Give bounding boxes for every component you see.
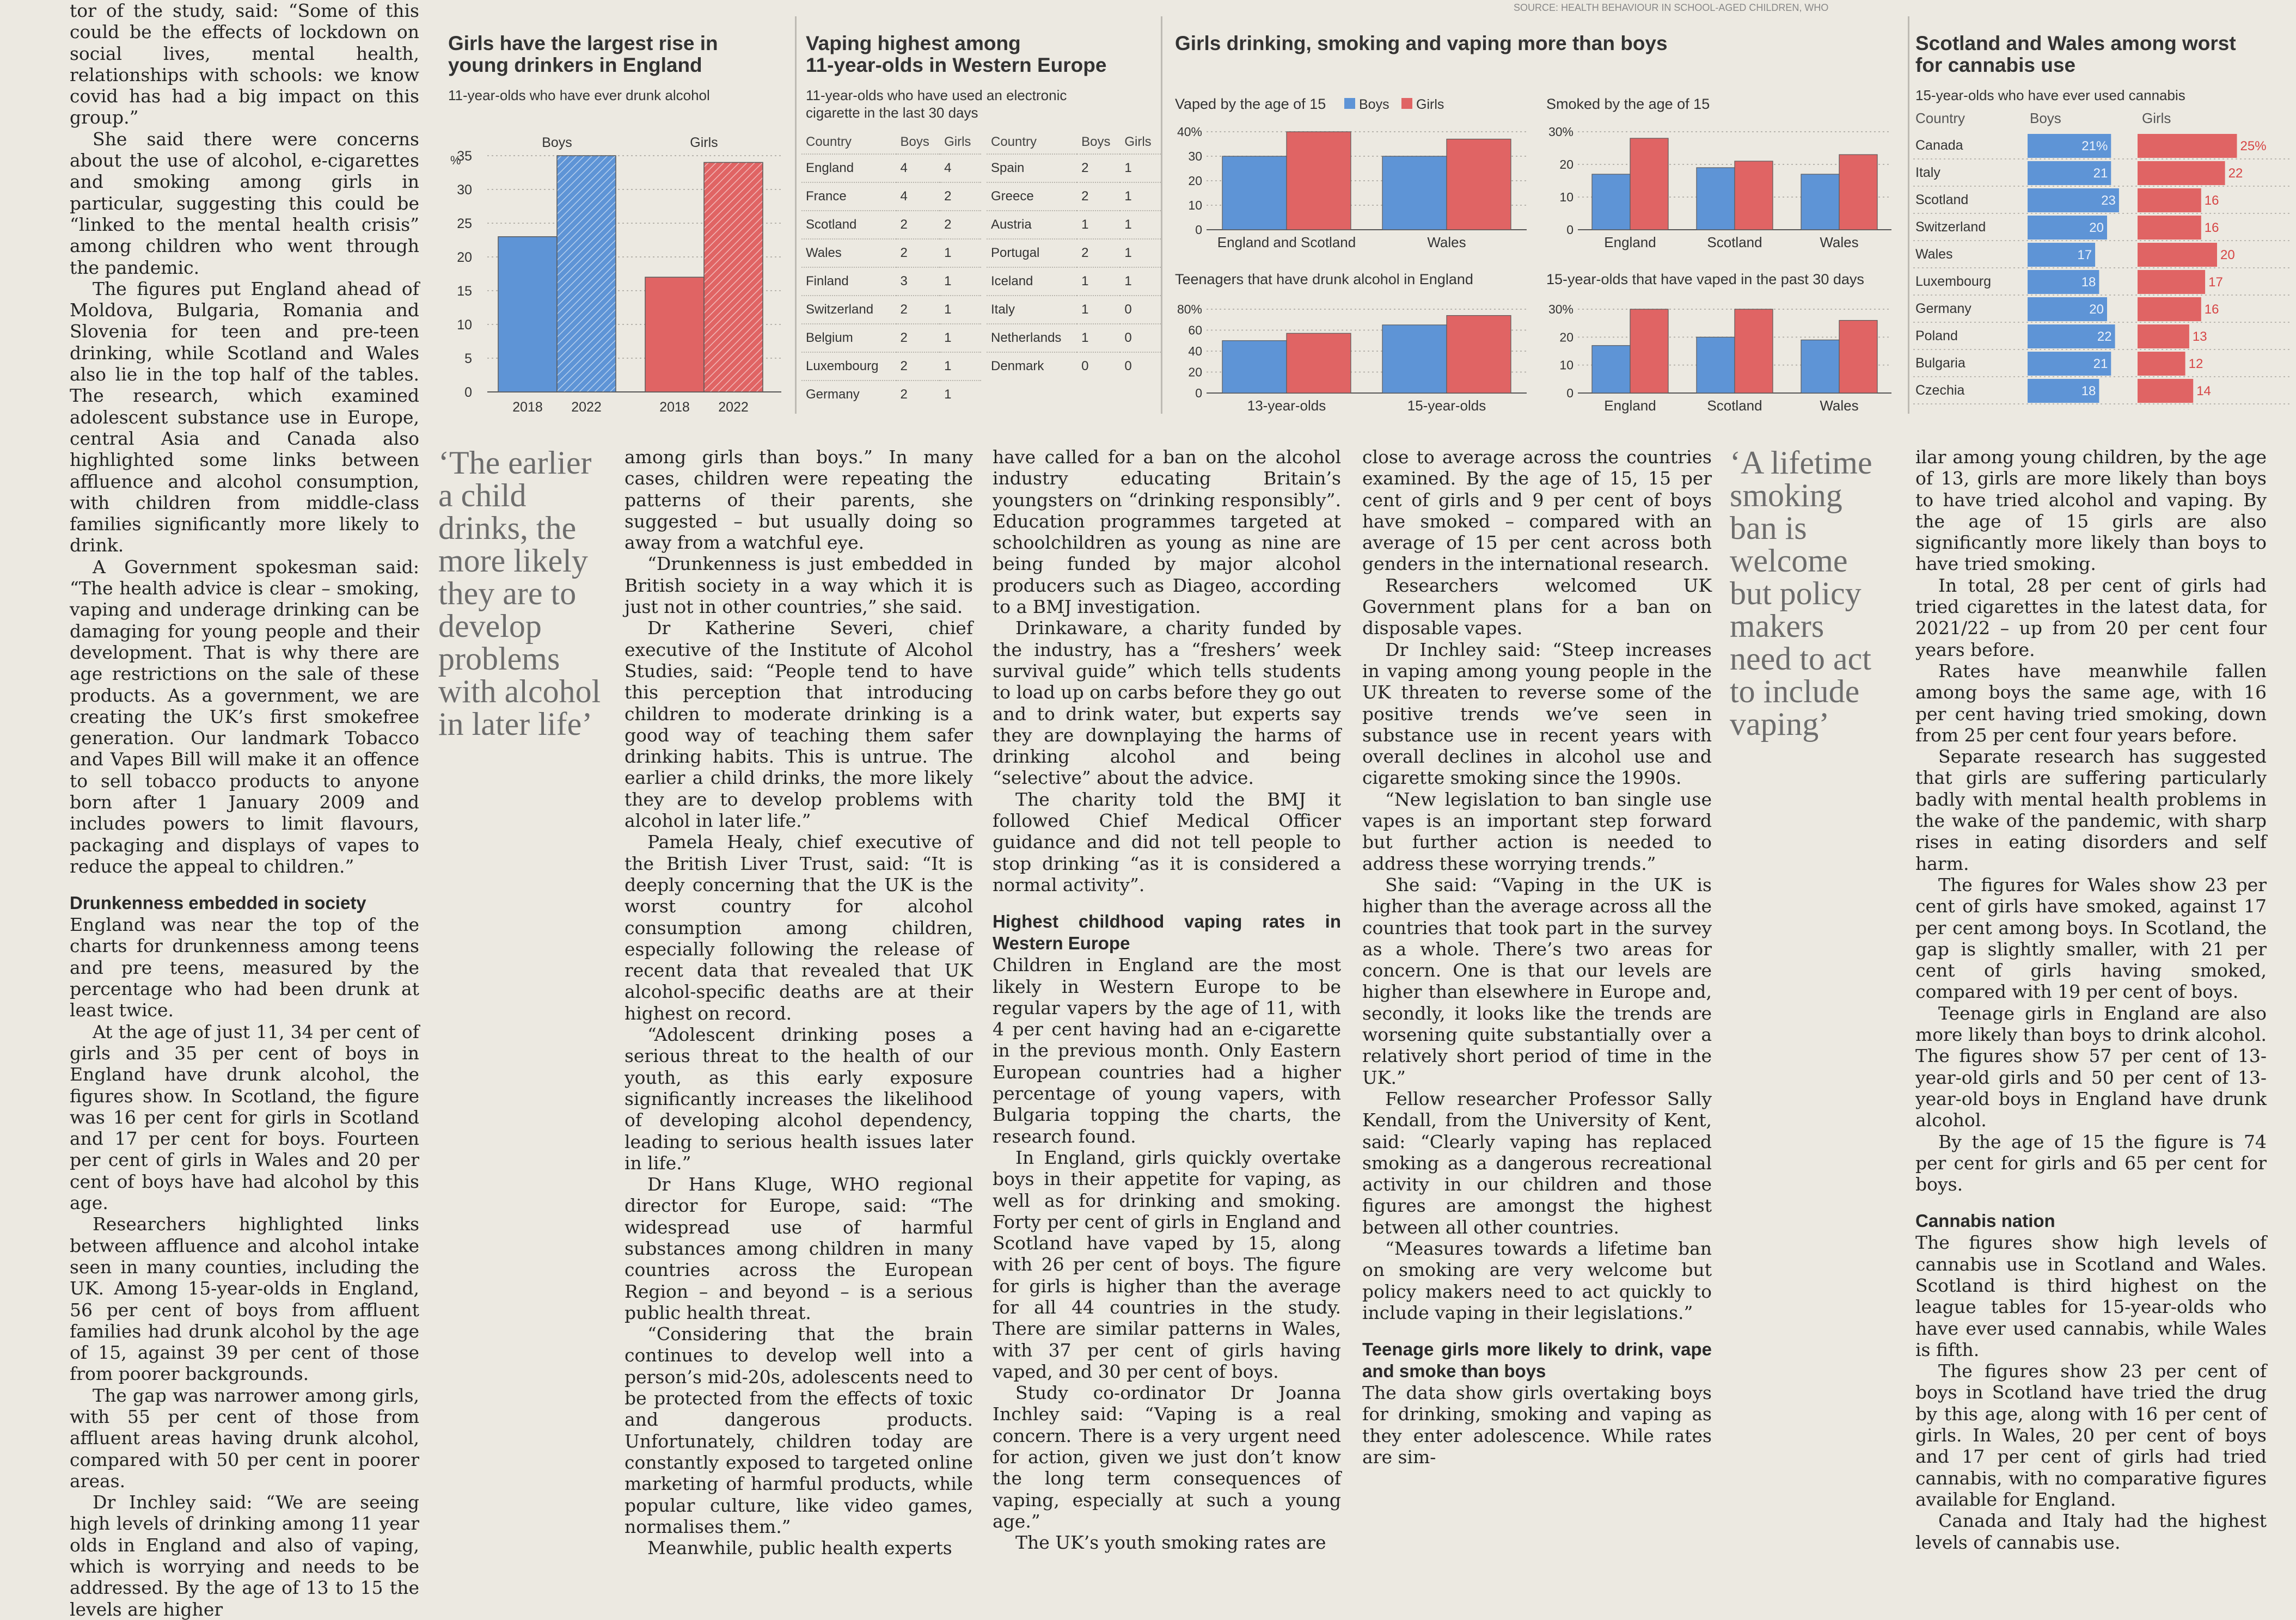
x-tick-label: Scotland [1707, 234, 1762, 250]
chart-cannabis [1909, 131, 2296, 414]
col-country: Country [806, 134, 852, 149]
panel1-title-line1: Girls have the largest rise in [448, 32, 718, 54]
bar-girls-luxembourg [2138, 270, 2205, 294]
quote2-line9: vaping’ [1730, 706, 1830, 742]
girls-cell: 2 [940, 182, 981, 211]
article-col-3 [993, 446, 1341, 1554]
col4-p2: Researchers welcomed UK Government plans for a ban on disposable vapes. [1362, 574, 1712, 639]
x-tick-label: England [1604, 234, 1656, 250]
boys-cell: 2 [896, 352, 940, 381]
panel3-title: Girls drinking, smoking and vaping more than boys [1175, 32, 1668, 54]
bar-girls-bulgaria [2138, 352, 2185, 376]
country-label: Canada [1915, 138, 1963, 153]
bar-boys-13-year-olds [1222, 341, 1287, 393]
boys-cell: 3 [896, 267, 940, 296]
girls-cell: 1 [1120, 267, 1161, 296]
col2-p4: Pamela Healy, chief executive of the British Liver Trust, said: “It is deeply concerning that the UK is the worst country for alcohol consumption among children, especially following the release of recent data that revealed that UK alcohol-specific deaths are at their highest on record. [624, 831, 973, 1024]
vaping-row [801, 267, 981, 296]
chart-title: Smoked by the age of 15 [1546, 96, 1710, 112]
col2-p6: Dr Hans Kluge, WHO regional director for Europe, said: “The widespread use of harmful substances among children in many countries across the European Region – and beyond – is a serious public health threat. [624, 1174, 973, 1323]
y-tick-label: 25 [457, 216, 472, 231]
bar-girls-england [1630, 138, 1668, 230]
girls-cell: 1 [1120, 154, 1161, 182]
col3-subheading: Highest childhood vaping rates in Western Europe [993, 911, 1341, 954]
x-tick-label: 2022 [718, 400, 749, 414]
col3-p5: In England, girls quickly overtake boys in their appetite for vaping, as well as for drinking and smoking. Forty per cent of girls in England and Scotland have vaped by 15, along with 26 per cent of boys. The figure for girls is higher than the average for all 44 countries in the study. There are similar patterns in Wales, with 37 per cent of girls having vaped, and 30 per cent of boys. [993, 1146, 1341, 1382]
group-label: Girls [690, 135, 718, 150]
col4-p3: Dr Inchley said: “Steep increases in vaping among young people in the UK threaten to reverse some of the positive trends we’ve seen in substance use in recent years with overall declines in alcohol use and cigarette smoking since the 1990s. [1362, 639, 1712, 789]
group-label: Boys [542, 135, 572, 150]
girls-cell: 1 [1120, 211, 1161, 239]
bar-boys-15-year-olds [1382, 325, 1447, 393]
bar-girls-switzerland [2138, 216, 2201, 240]
y-tick-label: 10 [1559, 358, 1573, 372]
bar-label-girls: 16 [2204, 302, 2219, 317]
girls-cell: 4 [940, 154, 981, 182]
col6-p3: Rates have meanwhile fallen among boys the same age, with 16 per cent having tried smoking, down from 25 per cent four years before. [1915, 660, 2267, 746]
bar-boys-2018 [498, 237, 557, 392]
panel4-col-country: Country [1915, 110, 1966, 126]
boys-cell: 1 [1077, 267, 1120, 296]
col1-subheading: Drunkenness embedded in society [70, 893, 366, 913]
col4-p8: The data show girls overtaking boys for drinking, smoking and vaping as they enter adolescence. While rates are sim- [1362, 1382, 1712, 1468]
vaping-table-right [987, 131, 1161, 380]
chart-title: 15-year-olds that have vaped in the past 30 days [1546, 271, 1864, 287]
article-col-6 [1915, 446, 2267, 1553]
y-tick-label: 0 [1195, 386, 1202, 400]
y-tick-label: 10 [1559, 190, 1573, 204]
panel4-subtitle: 15-year-olds who have ever used cannabis [1915, 87, 2185, 103]
vaping-row [801, 239, 981, 267]
col6-p5: The figures for Wales show 23 per cent of girls have smoked, against 17 per cent among boys. In Scotland, the gap is slightly smaller, with 21 per cent of girls having smoked, compared with 19 per cent of boys. [1915, 874, 2267, 1003]
col1-p4: A Government spokesman said: “The health advice is clear – smoking, vaping and underage drinking can be damaging for young people and their development. That is why there are age restrictions on the sale of these products. As a government, we are creating the UK’s first smokefree generation. Our landmark Tobacco and Vapes Bill will make it an offence to sell tobacco products to anyone born after 1 January 2009 and includes powers to limit flavours, packaging and displays of vapes to reduce the appeal to children.” [70, 556, 419, 877]
country-cell: Austria [987, 211, 1077, 239]
y-tick-label: 5 [464, 351, 472, 366]
col-boys: Boys [1081, 134, 1111, 149]
bar-boys-wales [1801, 340, 1839, 393]
x-tick-label: 2018 [659, 400, 690, 414]
col3-p7: The UK’s youth smoking rates are [1015, 1532, 1326, 1554]
bar-label-girls: 20 [2220, 248, 2235, 262]
article-col-2 [624, 446, 973, 1558]
vaping-row [801, 352, 981, 381]
bar-label-boys: 18 [2081, 384, 2096, 398]
article-col-4 [1362, 446, 1712, 1468]
col2-p1: among girls than boys.” In many cases, children were repeating the patterns of their parents, she suggested – but usually doing so away from a watchful eye. [624, 446, 973, 554]
country-cell: Portugal [987, 239, 1077, 267]
bar-girls-wales [1839, 155, 1877, 230]
col1-p1: tor of the study, said: “Some of this could be the effects of lockdown on social lives, mental health, relationships with schools: we know covid has had a big impact on this group.” [70, 0, 419, 128]
bar-girls-scotland [1735, 309, 1773, 393]
quote1-line6: develop [438, 608, 542, 644]
quote1-line7: problems [438, 641, 560, 677]
bar-girls-italy [2138, 161, 2225, 185]
col3-p1: have called for a ban on the alcohol industry educating Britain’s youngsters on “drinking responsibly”. Education programmes targeted at schoolchildren as young as nine are being funded by major alcohol producers such as Diageo, according to a BMJ investigation. [993, 446, 1341, 618]
boys-cell: 2 [1077, 239, 1120, 267]
bar-label-girls: 12 [2188, 357, 2203, 371]
col-girls: Girls [944, 134, 971, 149]
x-tick-label: Wales [1427, 234, 1466, 250]
bar-girls-poland [2138, 324, 2189, 348]
col2-p2: “Drunkenness is just embedded in British society in a way which it is just not in other countries,” she said. [624, 553, 973, 618]
bar-label-boys: 23 [2101, 193, 2116, 208]
vaping-row [987, 296, 1161, 324]
x-tick-label: Scotland [1707, 397, 1762, 414]
quote1-line1: ‘The earlier [438, 445, 592, 481]
bar-girls-scotland [2138, 188, 2201, 212]
bar-label-girls: 13 [2192, 329, 2207, 344]
quote2-line4: welcome [1730, 543, 1848, 579]
girls-cell: 1 [940, 352, 981, 381]
girls-cell: 1 [940, 296, 981, 324]
y-tick-label: 30 [457, 182, 472, 198]
vaping-row [987, 211, 1161, 239]
panel-cannabis [1909, 16, 2296, 414]
col1-p2: She said there were concerns about the use of alcohol, e-cigarettes and smoking among girls in particular, suggesting this could be “linked to the mental health crisis” among children who went through the pandemic. [70, 128, 419, 278]
quote1-line9: in later life’ [438, 706, 593, 742]
boys-cell: 2 [896, 324, 940, 352]
country-cell: Scotland [801, 211, 896, 239]
boys-cell: 2 [896, 211, 940, 239]
vaping-row [801, 296, 981, 324]
y-tick-label: 35 [457, 149, 472, 164]
panel-alcohol-11 [438, 16, 797, 414]
y-tick-label: 0 [1195, 223, 1202, 237]
bar-girls-england-and-scotland [1287, 132, 1351, 230]
quote1-line3: drinks, the [438, 510, 577, 546]
y-tick-label: 60 [1188, 323, 1202, 338]
col-country: Country [991, 134, 1037, 149]
panel4-title-line1: Scotland and Wales among worst [1915, 32, 2236, 54]
x-tick-label: 13-year-olds [1247, 397, 1326, 414]
vaping-row [987, 324, 1161, 352]
country-label: Switzerland [1915, 219, 1986, 235]
quote1-line2: a child [438, 477, 526, 513]
vaping-row [987, 239, 1161, 267]
quote1-line5: they are to [438, 575, 577, 611]
col3-p4: Children in England are the most likely in Western Europe to be regular vapers by the age of 11, with 4 per cent having had an e-cigarette in the previous month. Only Eastern European countries had a higher percentage of young vapers, with Bulgaria topping the charts, the research found. [993, 954, 1341, 1147]
bar-girls-czechia [2138, 379, 2193, 403]
country-cell: Luxembourg [801, 352, 896, 381]
country-cell: Switzerland [801, 296, 896, 324]
bar-girls-wales [2138, 243, 2217, 267]
y-tick-label: 10 [457, 317, 472, 333]
col4-p1: close to average across the countries examined. By the age of 15, 15 per cent of girls and 9 per cent of boys have smoked – compared with an average of 15 per cent across both genders in the international research. [1362, 446, 1712, 575]
col6-p8: The figures show high levels of cannabis use in Scotland and Wales. Scotland is third highest on the league tables for 15-year-olds who have ever used cannabis, while Wales is fifth. [1915, 1232, 2267, 1360]
y-tick-label: 20 [1559, 157, 1573, 171]
article-col-1 [70, 0, 419, 1620]
boys-cell: 2 [896, 239, 940, 267]
country-cell: Finland [801, 267, 896, 296]
panel4-col-girls: Girls [2142, 110, 2171, 126]
bar-label-boys: 21% [2081, 139, 2108, 154]
country-label: Poland [1915, 328, 1958, 343]
vaping-row [801, 381, 981, 408]
panel-vaping-11 [796, 16, 1162, 414]
col2-p8: Meanwhile, public health experts [647, 1537, 952, 1559]
col6-p6: Teenage girls in England are also more likely than boys to drink alcohol. The figures show 57 per cent of 13-year-old girls and 50 per cent of 13-year-old boys in England have drunk alcohol. [1915, 1002, 2267, 1131]
panel2-subtitle-line1: 11-year-olds who have used an electronic [806, 87, 1067, 103]
bar-label-girls: 17 [2208, 275, 2223, 290]
col2-p5: “Adolescent drinking poses a serious threat to the health of our youth, as this early exposure significantly increases the likelihood of developing alcohol dependency, leading to serious health issues later in life.” [624, 1024, 973, 1174]
country-label: Scotland [1915, 192, 1969, 207]
panel1-subtitle: 11-year-olds who have ever drunk alcohol [448, 87, 710, 103]
col4-p4: “New legislation to ban single use vapes is an important step forward but further action is needed to address these worrying trends.” [1362, 788, 1712, 874]
y-tick-label: 10 [1188, 198, 1202, 212]
col6-p1: ilar among young children, by the age of 13, girls are more likely than boys to have tried alcohol and vaping. By the age of 15 girls are also significantly more likely than boys to have tried smoking. [1915, 446, 2267, 575]
quote1-line8: with alcohol [438, 673, 601, 709]
col6-p7: By the age of 15 the figure is 74 per cent for girls and 65 per cent for boys. [1915, 1131, 2267, 1195]
country-cell: Greece [987, 182, 1077, 211]
bar-girls-germany [2138, 297, 2201, 321]
girls-cell: 1 [940, 381, 981, 408]
y-tick-label: 30% [1548, 125, 1573, 139]
boys-cell: 1 [1077, 296, 1120, 324]
bar-boys-scotland [1697, 168, 1735, 230]
bar-boys-scotland [1697, 337, 1735, 393]
col3-p3: The charity told the BMJ it followed Chief Medical Officer guidance and did not tell people to stop drinking “as it is considered a normal activity”. [993, 788, 1341, 895]
boys-cell: 2 [896, 296, 940, 324]
y-tick-label: 20 [1188, 174, 1202, 188]
y-tick-label: 20 [1188, 365, 1202, 379]
panel2-title-line2: 11-year-olds in Western Europe [806, 54, 1107, 76]
bar-girls-scotland [1735, 161, 1773, 230]
col4-p5: She said: “Vaping in the UK is higher than the average across all the countries that took part in the survey as a whole. There’s two areas for concern. One is that our levels are higher than elsewhere in Europe and, secondly, it looks like the trends are worsening quite substantially over a relatively short period of time in the UK.” [1362, 874, 1712, 1088]
vaping-row [987, 267, 1161, 296]
quote2-line3: ban is [1730, 510, 1807, 546]
panel1-title-line2: young drinkers in England [448, 54, 702, 76]
pull-quote-1 [438, 446, 618, 740]
bar-label-girls: 14 [2196, 384, 2211, 398]
y-tick-label: 0 [1566, 386, 1573, 400]
country-cell: Iceland [987, 267, 1077, 296]
bar-boys-wales [1382, 156, 1447, 230]
country-label: Luxembourg [1915, 274, 1991, 289]
bar-label-boys: 21 [2093, 166, 2108, 181]
country-cell: Denmark [987, 352, 1077, 380]
vaping-row [801, 211, 981, 239]
vaping-row [987, 352, 1161, 380]
x-tick-label: England and Scotland [1217, 234, 1356, 250]
x-tick-label: 2022 [571, 400, 602, 414]
country-label: Italy [1915, 165, 1940, 180]
y-tick-label: 80% [1177, 302, 1202, 316]
bar-label-girls: 22 [2228, 166, 2243, 181]
panel-girls-vs-boys [1162, 16, 1909, 414]
col6-p10: Canada and Italy had the highest levels of cannabis use. [1915, 1510, 2267, 1553]
col6-p2: In total, 28 per cent of girls had tried cigarettes in the latest data, for 2021/22 – up from 20 per cent four years before. [1915, 574, 2267, 660]
bar-girls-england [1630, 309, 1668, 393]
chart-smoked-by-15 [1544, 82, 1908, 256]
col2-p3: Dr Katherine Severi, chief executive of the Institute of Alcohol Studies, said: “People tend to have this perception that introducing children to moderate drinking is a good way of teaching them safer drinking habits. This is untrue. The earlier a child drinks, the more likely they are to develop problems with alcohol in later life.” [624, 617, 973, 832]
country-label: Germany [1915, 301, 1972, 316]
bar-label-boys: 22 [2097, 329, 2112, 344]
y-tick-label: 20 [457, 250, 472, 265]
col-girls: Girls [1124, 134, 1152, 149]
country-cell: Italy [987, 296, 1077, 324]
pull-quote-2 [1730, 446, 1909, 740]
country-cell: Belgium [801, 324, 896, 352]
girls-cell: 2 [940, 211, 981, 239]
vaping-row [801, 182, 981, 211]
col6-p4: Separate research has suggested that girls are suffering particularly badly with mental health problems in the wake of the pandemic, with sharp rises in eating disorders and self harm. [1915, 746, 2267, 874]
bar-boys-wales [1801, 174, 1839, 230]
panel4-col-boys: Boys [2030, 110, 2061, 126]
y-tick-label: 15 [457, 284, 472, 299]
country-cell: Netherlands [987, 324, 1077, 352]
col4-p6: Fellow researcher Professor Sally Kendall, from the University of Kent, said: “Clearly vaping has replaced smoking as a dangerous recreational activity in our children and those figures are amongst the highest between all other countries. [1362, 1088, 1712, 1238]
country-cell: Spain [987, 154, 1077, 182]
quote2-line8: to include [1730, 673, 1860, 709]
y-tick-label: 30% [1548, 302, 1573, 316]
y-tick-label: 20 [1559, 330, 1573, 345]
x-tick-label: Wales [1820, 234, 1859, 250]
legend-swatch-girls [1401, 98, 1412, 109]
vaping-row [987, 154, 1161, 182]
girls-cell: 0 [1120, 352, 1161, 380]
bar-boys-england [1592, 174, 1630, 230]
boys-cell: 0 [1077, 352, 1120, 380]
col6-subheading: Cannabis nation [1915, 1211, 2055, 1231]
col1-p6: At the age of just 11, 34 per cent of girls and 35 per cent of boys in England have drunk alcohol, the figures show. In Scotland, the figure was 16 per cent for girls in Scotland and 17 per cent for boys. Fourteen per cent of girls in Wales and 20 per cent of boys have had alcohol by this age. [70, 1021, 419, 1214]
boys-cell: 4 [896, 154, 940, 182]
quote2-line5: but policy [1730, 575, 1862, 611]
x-tick-label: Wales [1820, 397, 1859, 414]
girls-cell: 0 [1120, 324, 1161, 352]
boys-cell: 4 [896, 182, 940, 211]
country-cell: England [801, 154, 896, 182]
vaping-table-left [801, 131, 981, 408]
bar-girls-13-year-olds [1287, 333, 1351, 393]
chart-vaped-30-days [1544, 256, 1908, 419]
bar-girls-2022 [704, 162, 763, 392]
col2-p7: “Considering that the brain continues to develop well into a person’s mid-20s, adolescents need to be protected from the effects of toxic and dangerous products. Unfortunately, children today are constantly exposed to targeted online marketing of harmful products, while popular culture, like video games, normalises them.” [624, 1323, 973, 1537]
panel2-subtitle-line2: cigarette in the last 30 days [806, 105, 978, 121]
col3-p2: Drinkaware, a charity funded by the industry, has a “freshers’ week survival guide” which tells students to load up on carbs before they go out and to drink water, but experts say they are downplaying the harms of drinking alcohol and being “selective” about the advice. [993, 617, 1341, 789]
quote2-line1: ‘A lifetime [1730, 445, 1872, 481]
bar-label-girls: 16 [2204, 220, 2219, 235]
chart-alcohol-11 [438, 109, 792, 414]
quote1-line4: more likely [438, 543, 588, 579]
country-label: Bulgaria [1915, 355, 1966, 371]
vaping-row [801, 324, 981, 352]
bar-boys-england [1592, 346, 1630, 393]
y-tick-label: 40% [1177, 125, 1202, 139]
col4-p7: “Measures towards a lifetime ban on smoking are very welcome but policy makers need to act quickly to include vaping in their legislations.” [1362, 1237, 1712, 1323]
country-cell: Wales [801, 239, 896, 267]
bar-girls-wales [1839, 321, 1877, 393]
legend-swatch-boys [1344, 98, 1355, 109]
girls-cell: 1 [1120, 182, 1161, 211]
boys-cell: 2 [896, 381, 940, 408]
country-label: Czechia [1915, 383, 1965, 398]
col1-p5: England was near the top of the charts for drunkenness among teens and pre teens, measured by the percentage who had been drunk at least twice. [70, 914, 419, 1021]
country-label: Wales [1915, 247, 1953, 262]
chart-title: Vaped by the age of 15 [1175, 96, 1326, 112]
col3-p6: Study co-ordinator Dr Joanna Inchley said: “Vaping is a real concern. There is a very urgent need for action, given we just don’t know the long term consequences of vaping, especially at such a young age.” [993, 1382, 1341, 1532]
panel4-title-line2: for cannabis use [1915, 54, 2076, 76]
bar-boys-england-and-scotland [1222, 156, 1287, 230]
legend-boys: Boys [1359, 97, 1389, 112]
col4-subheading: Teenage girls more likely to drink, vape and smoke than boys [1362, 1339, 1712, 1382]
country-cell: France [801, 182, 896, 211]
bar-girls-wales [1447, 139, 1511, 230]
col6-p9: The figures show 23 per cent of boys in Scotland have tried the drug by this age, along with 16 per cent of girls. In Wales, 20 per cent of boys and 17 per cent of girls had tried cannabis, with no comparative figures available for England. [1915, 1360, 2267, 1510]
quote2-line2: smoking [1730, 477, 1842, 513]
chart-title: Teenagers that have drunk alcohol in England [1175, 271, 1473, 287]
quote2-line6: makers [1730, 608, 1824, 644]
y-tick-label: 0 [464, 385, 472, 400]
col1-p8: The gap was narrower among girls, with 55 per cent of those from affluent areas having drunk alcohol, compared with 50 per cent in poorer areas. [70, 1384, 419, 1492]
x-tick-label: 2018 [512, 400, 543, 414]
girls-cell: 1 [940, 324, 981, 352]
boys-cell: 2 [1077, 154, 1120, 182]
y-tick-label: 40 [1188, 344, 1202, 358]
boys-cell: 1 [1077, 211, 1120, 239]
vaping-row [801, 154, 981, 182]
legend-girls: Girls [1416, 97, 1444, 112]
bar-girls-2018 [645, 277, 704, 392]
vaping-row [987, 182, 1161, 211]
girls-cell: 0 [1120, 296, 1161, 324]
y-unit-label: % [450, 154, 461, 167]
chart-alcohol-teens-england [1173, 256, 1543, 419]
col1-p3: The figures put England ahead of Moldova, Bulgaria, Romania and Slovenia for teen and pre-teen drinking, while Scotland and Wales also lie in the top half of the tables. The research, which examined adolescent substance use in Europe, central Asia and Canada also highlighted some links between affluence and alcohol consumption, with children from middle-class families significantly more likely to drink. [70, 278, 419, 556]
x-tick-label: 15-year-olds [1407, 397, 1486, 414]
x-tick-label: England [1604, 397, 1656, 414]
bar-label-girls: 16 [2204, 193, 2219, 208]
bar-label-boys: 18 [2081, 275, 2096, 290]
y-tick-label: 0 [1566, 223, 1573, 237]
col1-p7: Researchers highlighted links between affluence and alcohol intake seen in many counties, including the UK. Among 15-year-olds in England, 56 per cent of boys from affluent families had drunk alcohol by the age of 15, against 39 per cent of those from poorer backgrounds. [70, 1213, 419, 1385]
country-cell: Germany [801, 381, 896, 408]
bar-label-boys: 20 [2089, 302, 2104, 317]
bar-girls-canada [2138, 134, 2237, 158]
col-boys: Boys [900, 134, 929, 149]
boys-cell: 2 [1077, 182, 1120, 211]
bar-label-boys: 17 [2077, 248, 2092, 262]
bar-label-girls: 25% [2240, 139, 2267, 154]
bar-label-boys: 20 [2089, 220, 2104, 235]
chart-vaped-by-15 [1173, 82, 1543, 256]
panel2-title-line1: Vaping highest among [806, 32, 1021, 54]
col1-p9: Dr Inchley said: “We are seeing high levels of drinking among 11 year olds in England and also of vaping, which is worrying and needs to be addressed. By the age of 13 to 15 the levels are higher [70, 1492, 419, 1620]
bar-boys-2022 [557, 156, 616, 392]
girls-cell: 1 [1120, 239, 1161, 267]
bar-girls-15-year-olds [1447, 316, 1511, 393]
girls-cell: 1 [940, 267, 981, 296]
girls-cell: 1 [940, 239, 981, 267]
quote2-line7: need to act [1730, 641, 1871, 677]
bar-label-boys: 21 [2093, 357, 2108, 371]
y-tick-label: 30 [1188, 149, 1202, 163]
source-note: SOURCE: HEALTH BEHAVIOUR IN SCHOOL-AGED CHILDREN, WHO [1514, 2, 1829, 13]
boys-cell: 1 [1077, 324, 1120, 352]
